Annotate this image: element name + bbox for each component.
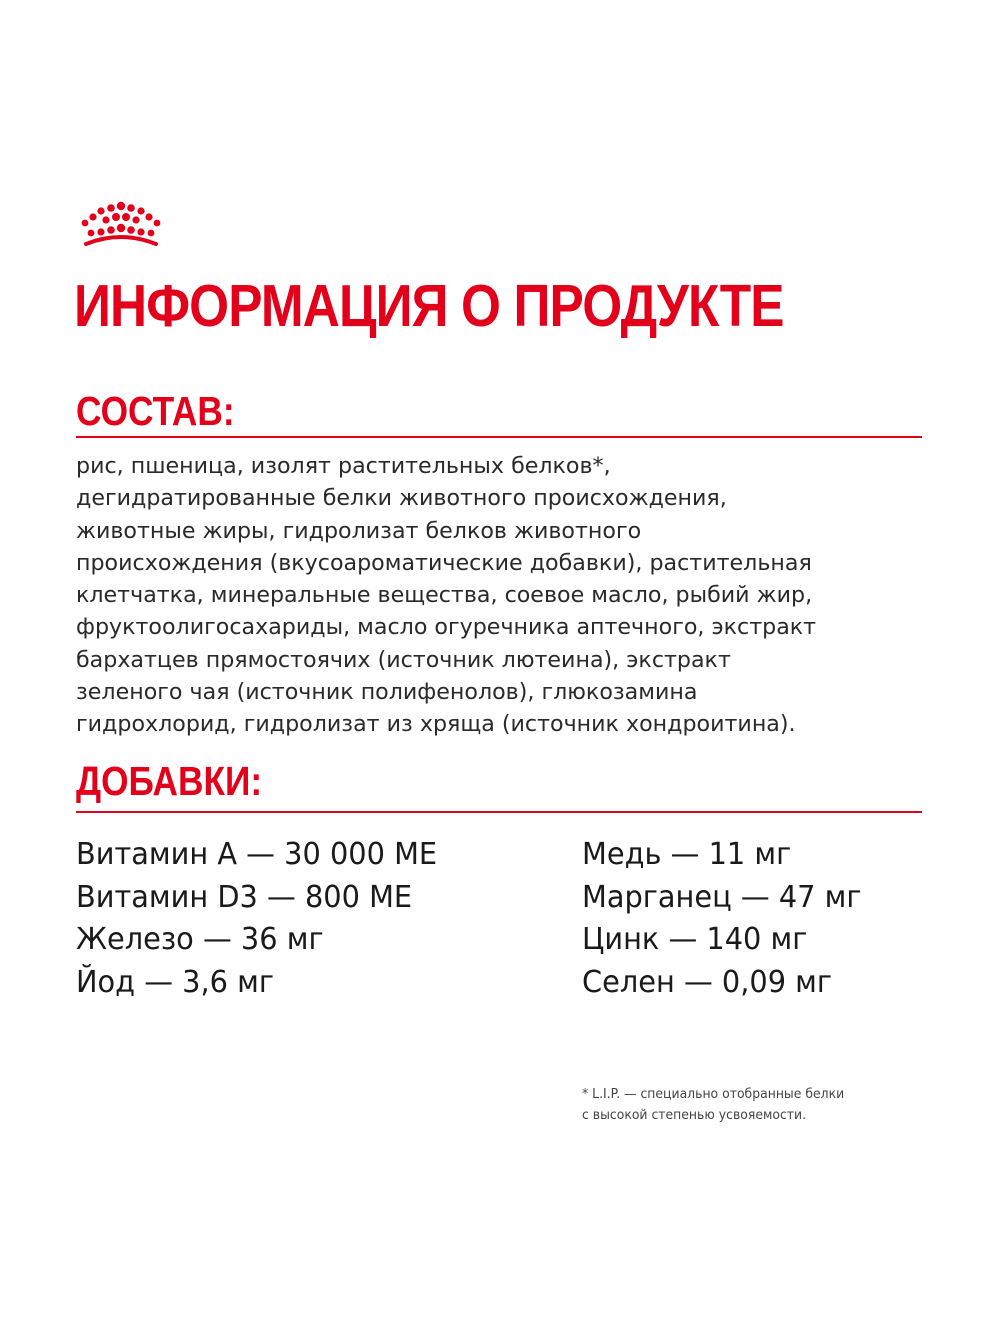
additive-item: Железо — 36 мг [76, 922, 324, 957]
royal-crown-icon [76, 200, 166, 256]
composition-line: происхождения (вкусоароматические добавки), растительная [76, 549, 812, 576]
page-title: ИНФОРМАЦИЯ О ПРОДУКТЕ [74, 273, 784, 339]
footnote-line: * L.I.P. — специально отобранные белки [582, 1086, 845, 1102]
additive-item: Марганец — 47 мг [582, 879, 862, 915]
additive-item: Витамин А — 30 000 МЕ [76, 837, 438, 872]
composition-divider [76, 436, 922, 438]
additive-item: Цинк — 140 мг [582, 922, 808, 957]
additive-item: Витамин D3 — 800 МЕ [76, 879, 413, 915]
additives-heading: ДОБАВКИ: [76, 758, 263, 804]
composition-line: бархатцев прямостоячих (источник лютеина), экстракт [76, 646, 731, 673]
additive-item: Медь — 11 мг [582, 837, 792, 872]
composition-line: клетчатка, минеральные вещества, соевое масло, рыбий жир, [76, 582, 813, 609]
additives-divider [76, 811, 922, 813]
composition-line: гидрохлорид, гидролизат из хряща (источник хондроитина). [76, 711, 796, 738]
composition-line: дегидратированные белки животного происхождения, [76, 485, 727, 512]
additives-left-column [76, 834, 452, 1004]
additives-right-column [582, 834, 873, 1004]
composition-line: фруктоолигосахариды, масло огуречника аптечного, экстракт [76, 614, 817, 641]
footnote [582, 1084, 867, 1126]
additive-item: Йод — 3,6 мг [76, 964, 274, 1000]
footnote-line: с высокой степенью усвояемости. [582, 1107, 807, 1123]
composition-heading: СОСТАВ: [76, 388, 235, 434]
composition-line: животные жиры, гидролизат белков животного [76, 517, 642, 544]
composition-line: зеленого чая (источник полифенолов), глюкозамина [76, 679, 698, 706]
additive-item: Селен — 0,09 мг [582, 964, 833, 1000]
composition-text [76, 450, 922, 741]
composition-line: рис, пшеница, изолят растительных белков*, [76, 453, 611, 479]
